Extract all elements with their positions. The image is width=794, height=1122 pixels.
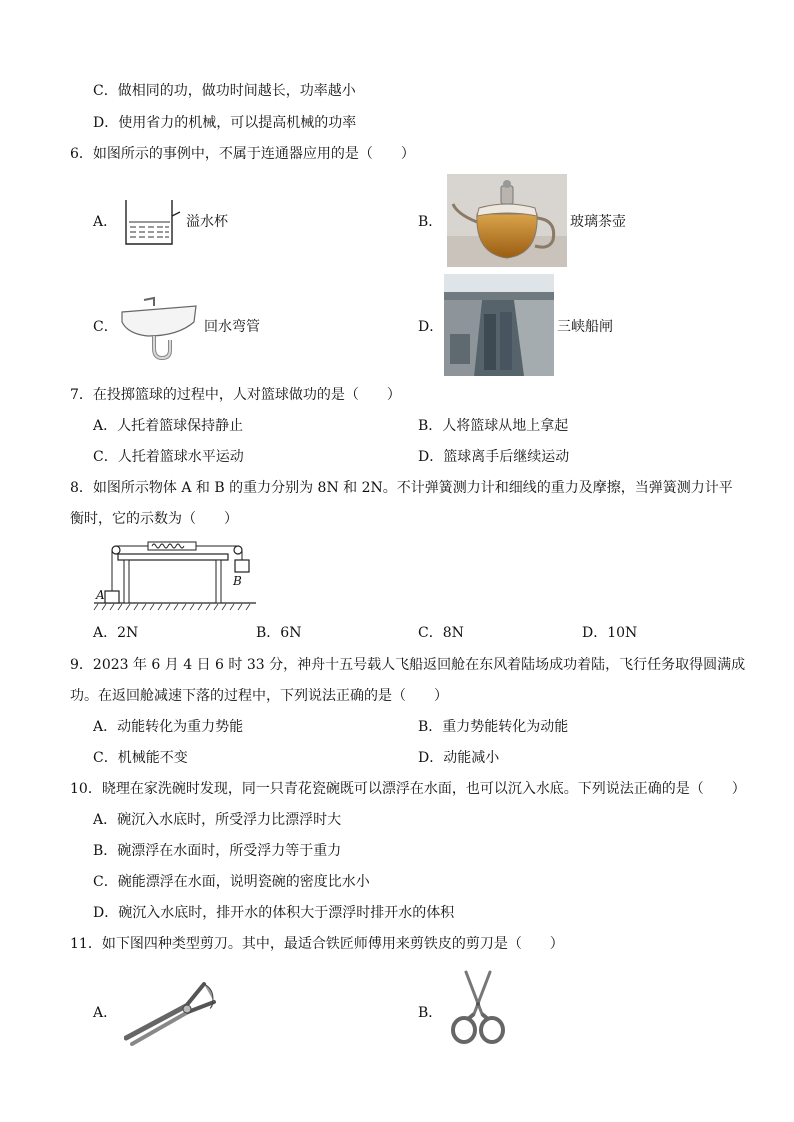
q5-option-d: D．使用省力的机械，可以提高机械的功率 <box>93 115 357 131</box>
q6-option-c-letter: C． <box>93 319 118 335</box>
q8-option-b: B．6N <box>256 625 302 641</box>
q9-option-c: C．机械能不变 <box>93 750 188 766</box>
q8-label-b: B <box>233 574 242 588</box>
q8-label-a: A <box>96 588 105 602</box>
q11-option-b-letter: B． <box>418 1005 443 1021</box>
sink-trap-figure <box>118 292 202 364</box>
q10-option-c: C．碗能漂浮在水面，说明瓷碗的密度比水小 <box>93 874 370 890</box>
q6-option-a-letter: A． <box>93 214 118 230</box>
q7-stem: 7．在投掷篮球的过程中，人对篮球做功的是（ ） <box>70 387 401 403</box>
q10-stem: 10．晓理在家洗碗时发现，同一只青花瓷碗既可以漂浮在水面，也可以沉入水底。下列说法正确的是（ ） <box>70 781 746 797</box>
q5-option-c: C．做相同的功，做功时间越长，功率越小 <box>93 83 356 99</box>
q11-stem: 11．如下图四种类型剪刀。其中，最适合铁匠师傅用来剪铁皮的剪刀是（ ） <box>70 936 564 952</box>
q7-option-c: C．人托着篮球水平运动 <box>93 449 244 465</box>
overflow-cup-figure <box>122 198 182 248</box>
q8-option-c: C．8N <box>418 625 464 641</box>
q7-option-d: D．篮球离手后继续运动 <box>418 449 570 465</box>
q9-option-b: B．重力势能转化为动能 <box>418 719 569 735</box>
q10-option-b: B．碗漂浮在水面时，所受浮力等于重力 <box>93 843 342 859</box>
q9-stem-line2: 功。在返回舱减速下落的过程中，下列说法正确的是（ ） <box>70 688 448 704</box>
q6-option-c-label: 回水弯管 <box>204 319 260 335</box>
q8-stem-line2: 衡时，它的示数为（ ） <box>70 511 238 527</box>
glass-teapot-photo <box>447 174 567 267</box>
q6-option-a-label: 溢水杯 <box>186 214 228 230</box>
q9-option-a: A．动能转化为重力势能 <box>93 719 244 735</box>
scissors-figure <box>446 970 510 1046</box>
tin-snips-figure <box>124 976 226 1046</box>
q9-stem-line1: 9．2023 年 6 月 4 日 6 时 33 分，神舟十五号载人飞船返回舱在东风着陆场成功着陆，飞行任务取得圆满成 <box>70 657 746 673</box>
q6-option-d-label: 三峡船闸 <box>557 319 613 335</box>
q6-option-b-letter: B． <box>418 214 443 230</box>
q6-stem: 6．如图所示的事例中，不属于连通器应用的是（ ） <box>70 146 415 162</box>
q9-option-d: D．动能减小 <box>418 750 500 766</box>
q10-option-d: D．碗沉入水底时，排开水的体积大于漂浮时排开水的体积 <box>93 905 455 921</box>
three-gorges-lock-photo <box>444 274 554 376</box>
q8-option-d: D．10N <box>582 625 638 641</box>
q7-option-b: B．人将篮球从地上拿起 <box>418 418 569 434</box>
q6-option-d-letter: D． <box>418 319 444 335</box>
q7-option-a: A．人托着篮球保持静止 <box>93 418 244 434</box>
q10-option-a: A．碗沉入水底时，所受浮力比漂浮时大 <box>93 812 342 828</box>
q8-stem-line1: 8．如图所示物体 A 和 B 的重力分别为 8N 和 2N。不计弹簧测力计和细线的重力及摩擦，当弹簧测力计平 <box>70 480 733 496</box>
q8-option-a: A．2N <box>93 625 139 641</box>
q6-option-b-label: 玻璃茶壶 <box>570 214 626 230</box>
q11-option-a-letter: A． <box>93 1005 118 1021</box>
